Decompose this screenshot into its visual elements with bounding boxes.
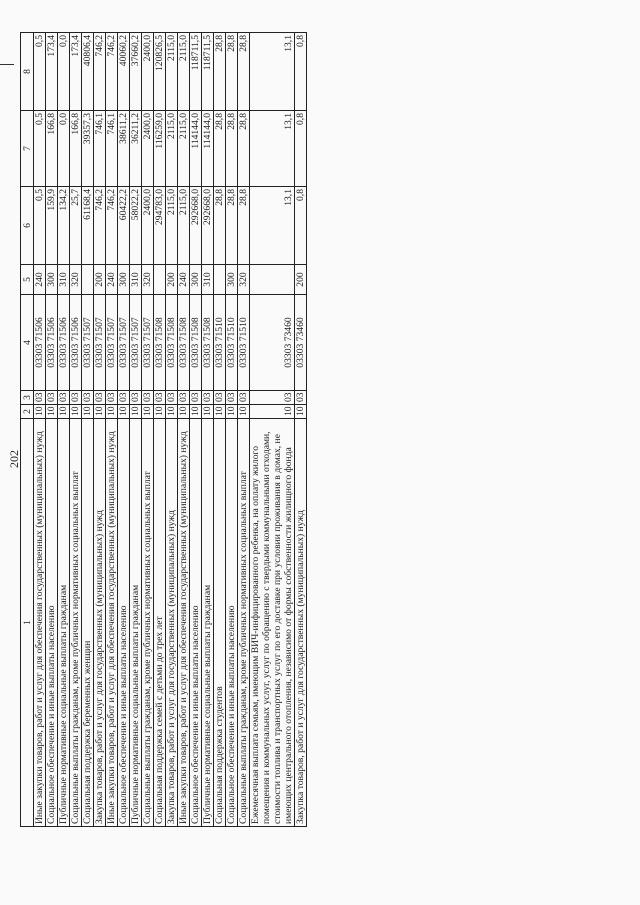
row-name: Публичные нормативные социальные выплаты гражданам [202, 419, 214, 827]
row-section: 10 [178, 405, 190, 419]
row-kvr: 320 [238, 265, 250, 295]
table-row [202, 33, 214, 827]
row-kvr: 240 [106, 265, 118, 295]
row-value-2023: 173,4 [46, 33, 58, 111]
row-value-2022: 114144,0 [202, 111, 214, 187]
row-value-2022: 13,1 [250, 111, 295, 187]
table-row [214, 33, 226, 827]
row-code: 03303 71506 [58, 295, 70, 391]
row-value-2023: 2400,0 [142, 33, 154, 111]
row-code: 03303 71506 [70, 295, 82, 391]
row-kvr: 300 [226, 265, 238, 295]
header-row [21, 33, 34, 827]
row-value-2023: 173,4 [70, 33, 82, 111]
row-name: Публичные нормативные социальные выплаты гражданам [58, 419, 70, 827]
row-value-2021: 28,8 [214, 187, 226, 265]
table-row [166, 33, 178, 827]
row-code: 03303 71507 [106, 295, 118, 391]
row-subsection: 03 [142, 391, 154, 405]
table-row [130, 33, 142, 827]
row-value-2023: 37660,2 [130, 33, 142, 111]
row-kvr: 310 [58, 265, 70, 295]
row-section: 10 [295, 405, 307, 419]
row-kvr: 320 [142, 265, 154, 295]
table-row [70, 33, 82, 827]
col-header-3: 3 [21, 391, 34, 405]
row-section: 10 [130, 405, 142, 419]
table-row [106, 33, 118, 827]
row-value-2022: 39357,3 [82, 111, 94, 187]
table-row [94, 33, 106, 827]
row-value-2023: 118711,5 [202, 33, 214, 111]
row-subsection: 03 [214, 391, 226, 405]
table-row [250, 33, 295, 827]
table-row [226, 33, 238, 827]
row-code: 03303 71507 [130, 295, 142, 391]
row-value-2023: 0,8 [295, 33, 307, 111]
row-section: 10 [106, 405, 118, 419]
row-subsection: 03 [34, 391, 46, 405]
row-section: 10 [238, 405, 250, 419]
row-subsection: 03 [250, 391, 295, 405]
row-value-2021: 746,2 [106, 187, 118, 265]
row-section: 10 [250, 405, 295, 419]
row-kvr: 200 [166, 265, 178, 295]
col-header-2: 2 [21, 405, 34, 419]
row-name: Публичные нормативные социальные выплаты гражданам [130, 419, 142, 827]
row-value-2023: 746,2 [94, 33, 106, 111]
row-subsection: 03 [58, 391, 70, 405]
row-kvr: 300 [46, 265, 58, 295]
row-code: 03303 71508 [190, 295, 202, 391]
row-name: Социальные выплаты гражданам, кроме публичных нормативных социальных выплат [238, 419, 250, 827]
table-row [295, 33, 307, 827]
row-subsection: 03 [166, 391, 178, 405]
row-code: 03303 71506 [46, 295, 58, 391]
col-header-8: 8 [21, 33, 34, 111]
row-value-2022: 746,1 [106, 111, 118, 187]
row-code: 03303 71506 [34, 295, 46, 391]
table-row [46, 33, 58, 827]
col-header-1: 1 [21, 419, 34, 827]
row-subsection: 03 [106, 391, 118, 405]
row-code: 03303 71510 [214, 295, 226, 391]
row-subsection: 03 [190, 391, 202, 405]
table-row [82, 33, 94, 827]
row-name: Закупка товаров, работ и услуг для государственных (муниципальных) нужд [295, 419, 307, 827]
row-name: Ежемесячная выплата семьям, имеющим ВИЧ-инфицированного ребенка, на оплату жилого помещения и коммунальных услуг, услуг по обращению с твердыми коммунальными отходами, стоимости топлива и транспортных услуг по его доставке при условии проживания в домах, не имеющих центрального отопления, независимо от формы собственности жилищного фонда [250, 419, 295, 827]
row-value-2023: 28,8 [226, 33, 238, 111]
row-name: Закупка товаров, работ и услуг для государственных (муниципальных) нужд [94, 419, 106, 827]
row-kvr: 240 [34, 265, 46, 295]
row-value-2023: 2115,0 [178, 33, 190, 111]
row-value-2021: 28,8 [226, 187, 238, 265]
row-value-2022: 28,8 [214, 111, 226, 187]
table-row [142, 33, 154, 827]
row-value-2022: 116259,0 [154, 111, 166, 187]
row-value-2021: 292668,0 [202, 187, 214, 265]
row-section: 10 [202, 405, 214, 419]
row-value-2023: 40060,2 [118, 33, 130, 111]
row-kvr [250, 265, 295, 295]
row-subsection: 03 [94, 391, 106, 405]
row-value-2021: 0,8 [295, 187, 307, 265]
scan-mark [0, 64, 14, 65]
row-value-2023: 2115,0 [166, 33, 178, 111]
row-code: 03303 71507 [82, 295, 94, 391]
row-code: 03303 71508 [166, 295, 178, 391]
table-row [34, 33, 46, 827]
row-section: 10 [118, 405, 130, 419]
row-value-2021: 292668,0 [190, 187, 202, 265]
row-section: 10 [166, 405, 178, 419]
row-name: Социальная поддержка беременных женщин [82, 419, 94, 827]
row-name: Иные закупки товаров, работ и услуг для обеспечения государственных (муниципальных) нужд [178, 419, 190, 827]
row-name: Социальное обеспечение и иные выплаты населению [46, 419, 58, 827]
row-value-2022: 0,8 [295, 111, 307, 187]
row-code: 03303 71510 [238, 295, 250, 391]
row-value-2021: 2400,0 [142, 187, 154, 265]
row-code: 03303 71510 [226, 295, 238, 391]
row-kvr: 200 [295, 265, 307, 295]
row-value-2023: 118711,5 [190, 33, 202, 111]
row-kvr: 200 [94, 265, 106, 295]
row-value-2021: 294783,0 [154, 187, 166, 265]
row-subsection: 03 [70, 391, 82, 405]
row-subsection: 03 [238, 391, 250, 405]
row-kvr [154, 265, 166, 295]
row-value-2021: 134,2 [58, 187, 70, 265]
row-code: 03303 71507 [142, 295, 154, 391]
row-code: 03303 71508 [202, 295, 214, 391]
page-number: 202 [7, 450, 21, 468]
row-value-2023: 0,0 [58, 33, 70, 111]
row-section: 10 [154, 405, 166, 419]
row-value-2022: 0,5 [34, 111, 46, 187]
table-row [154, 33, 166, 827]
row-value-2022: 28,8 [226, 111, 238, 187]
row-value-2022: 36211,2 [130, 111, 142, 187]
row-value-2022: 2400,0 [142, 111, 154, 187]
col-header-5: 5 [21, 265, 34, 295]
row-kvr: 310 [202, 265, 214, 295]
row-value-2022: 114144,0 [190, 111, 202, 187]
row-value-2021: 58022,2 [130, 187, 142, 265]
row-kvr: 310 [130, 265, 142, 295]
row-subsection: 03 [226, 391, 238, 405]
col-header-6: 6 [21, 187, 34, 265]
table-row [190, 33, 202, 827]
row-section: 10 [226, 405, 238, 419]
row-kvr [82, 265, 94, 295]
row-subsection: 03 [118, 391, 130, 405]
table-row [118, 33, 130, 827]
row-value-2023: 40806,4 [82, 33, 94, 111]
table-row [178, 33, 190, 827]
row-value-2021: 2115,0 [178, 187, 190, 265]
table-row [238, 33, 250, 827]
row-subsection: 03 [202, 391, 214, 405]
row-value-2023: 28,8 [238, 33, 250, 111]
row-value-2023: 28,8 [214, 33, 226, 111]
row-value-2022: 2115,0 [166, 111, 178, 187]
row-subsection: 03 [130, 391, 142, 405]
row-kvr: 300 [190, 265, 202, 295]
row-value-2021: 60422,2 [118, 187, 130, 265]
row-name: Социальное обеспечение и иные выплаты населению [226, 419, 238, 827]
row-value-2023: 120826,5 [154, 33, 166, 111]
row-name: Закупка товаров, работ и услуг для государственных (муниципальных) нужд [166, 419, 178, 827]
row-value-2021: 2115,0 [166, 187, 178, 265]
row-value-2022: 746,1 [94, 111, 106, 187]
row-code: 03303 73460 [250, 295, 295, 391]
row-value-2022: 28,8 [238, 111, 250, 187]
row-code: 03303 71507 [94, 295, 106, 391]
row-value-2021: 159,9 [46, 187, 58, 265]
row-code: 03303 71507 [118, 295, 130, 391]
row-value-2022: 166,8 [46, 111, 58, 187]
budget-table [20, 32, 307, 827]
row-kvr: 320 [70, 265, 82, 295]
row-name: Иные закупки товаров, работ и услуг для обеспечения государственных (муниципальных) нужд [106, 419, 118, 827]
row-section: 10 [214, 405, 226, 419]
row-kvr [214, 265, 226, 295]
row-value-2021: 25,7 [70, 187, 82, 265]
row-value-2021: 28,8 [238, 187, 250, 265]
row-subsection: 03 [46, 391, 58, 405]
table-row [58, 33, 70, 827]
row-value-2021: 13,1 [250, 187, 295, 265]
row-value-2022: 2115,0 [178, 111, 190, 187]
row-section: 10 [34, 405, 46, 419]
row-kvr: 300 [118, 265, 130, 295]
row-code: 03303 71508 [154, 295, 166, 391]
row-value-2023: 746,2 [106, 33, 118, 111]
row-section: 10 [94, 405, 106, 419]
row-code: 03303 73460 [295, 295, 307, 391]
row-value-2022: 166,8 [70, 111, 82, 187]
row-name: Социальная поддержка студентов [214, 419, 226, 827]
row-name: Социальное обеспечение и иные выплаты населению [190, 419, 202, 827]
row-subsection: 03 [154, 391, 166, 405]
row-value-2021: 61168,4 [82, 187, 94, 265]
row-section: 10 [70, 405, 82, 419]
col-header-4: 4 [21, 295, 34, 391]
row-value-2022: 38611,2 [118, 111, 130, 187]
row-value-2023: 0,5 [34, 33, 46, 111]
row-section: 10 [58, 405, 70, 419]
row-value-2021: 0,5 [34, 187, 46, 265]
row-value-2021: 746,2 [94, 187, 106, 265]
row-section: 10 [82, 405, 94, 419]
col-header-7: 7 [21, 111, 34, 187]
row-code: 03303 71508 [178, 295, 190, 391]
row-value-2023: 13,1 [250, 33, 295, 111]
row-subsection: 03 [178, 391, 190, 405]
row-kvr: 240 [178, 265, 190, 295]
row-section: 10 [142, 405, 154, 419]
row-section: 10 [46, 405, 58, 419]
row-name: Социальная поддержка семей с детьми до трех лет [154, 419, 166, 827]
row-subsection: 03 [82, 391, 94, 405]
row-subsection: 03 [295, 391, 307, 405]
row-value-2022: 0,0 [58, 111, 70, 187]
row-name: Социальные выплаты гражданам, кроме публичных нормативных социальных выплат [142, 419, 154, 827]
row-name: Социальное обеспечение и иные выплаты населению [118, 419, 130, 827]
row-name: Социальные выплаты гражданам, кроме публичных нормативных социальных выплат [70, 419, 82, 827]
row-section: 10 [190, 405, 202, 419]
row-name: Иные закупки товаров, работ и услуг для обеспечения государственных (муниципальных) нужд [34, 419, 46, 827]
